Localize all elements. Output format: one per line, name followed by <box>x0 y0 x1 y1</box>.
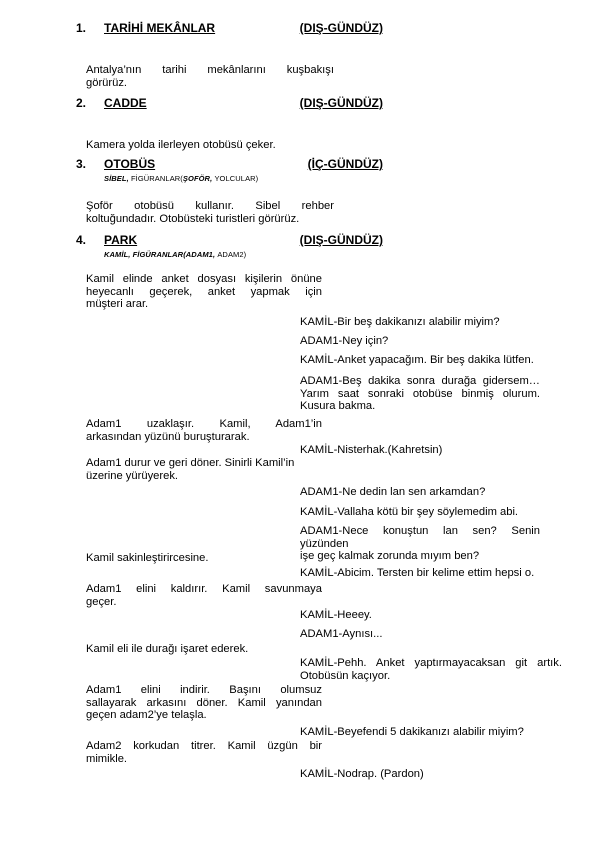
dialogue-line: KAMİL-Abicim. Tersten bir kelime ettim hepsi o. <box>300 567 535 579</box>
scene-1-title: TARİHİ MEKÂNLAR <box>104 21 216 35</box>
action-line: Kamil sakinleştirircesine. <box>86 552 209 564</box>
dialogue-line: KAMİL-Pehh. Anket yaptırmayacaksan git artık. Otobüsün kaçıyor. <box>300 657 562 682</box>
action-line: Adam1 elini indirir. Başını olumsuz sallayarak arkasını döner. Kamil yanından geçen adam2’ye telaşla. <box>86 684 322 722</box>
scene-2-setting: (DIŞ-GÜNDÜZ) <box>299 96 383 110</box>
scene-3-title: OTOBÜS <box>104 157 156 171</box>
scene-1-action: Antalya’nın tarihi mekânlarını kuşbakışı görürüz. <box>86 64 334 89</box>
action-line: Kamil eli ile durağı işaret ederek. <box>86 643 249 655</box>
dialogue-line: ADAM1-Nece konuştun lan sen? Senin yüzünden işe geç kalmak zorunda mıyım ben? <box>300 525 540 563</box>
scene-4-title: PARK <box>104 233 138 247</box>
dialogue-line: ADAM1-Aynısı... <box>300 628 383 640</box>
scene-1-number: 1. <box>76 21 87 35</box>
scene-2-title: CADDE <box>104 96 147 110</box>
dialogue-line: KAMİL-Vallaha kötü bir şey söylemedim abi. <box>300 506 519 518</box>
action-line: Adam2 korkudan titrer. Kamil üzgün bir mimikle. <box>86 740 322 765</box>
dialogue-line: ADAM1-Ney için? <box>300 335 389 347</box>
action-line: Adam1 uzaklaşır. Kamil, Adam1’in arkasından yüzünü buruşturarak. <box>86 418 322 443</box>
scene-2-action: Kamera yolda ilerleyen otobüsü çeker. <box>86 139 276 151</box>
dialogue-line: KAMİL-Heeey. <box>300 609 372 621</box>
scene-3-number: 3. <box>76 157 87 171</box>
scene-4-number: 4. <box>76 233 87 247</box>
scene-2-number: 2. <box>76 96 87 110</box>
dialogue-line: KAMİL-Beyefendi 5 dakikanızı alabilir miyim? <box>300 726 524 738</box>
dialogue-line: KAMİL-Nisterhak.(Kahretsin) <box>300 444 443 456</box>
scene-3-cast: SİBEL, FİGÜRANLAR(ŞOFÖR, YOLCULAR) <box>104 174 259 183</box>
dialogue-line: KAMİL-Bir beş dakikanızı alabilir miyim? <box>300 316 500 328</box>
scene-1-setting: (DIŞ-GÜNDÜZ) <box>299 21 383 35</box>
scene-4-cast: KAMİL, FİGÜRANLAR(ADAM1, ADAM2) <box>104 250 247 259</box>
scene-4-setting: (DIŞ-GÜNDÜZ) <box>299 233 383 247</box>
scene-3-action: Şoför otobüsü kullanır. Sibel rehber koltuğundadır. Otobüsteki turistleri görürüz. <box>86 200 334 225</box>
dialogue-line: KAMİL-Nodrap. (Pardon) <box>300 768 424 780</box>
scene-3-setting: (İÇ-GÜNDÜZ) <box>307 157 383 171</box>
dialogue-line: ADAM1-Ne dedin lan sen arkamdan? <box>300 486 486 498</box>
dialogue-line: ADAM1-Beş dakika sonra durağa gidersem… Yarım saat sonraki otobüse binmiş olurum. Kusura bakma. <box>300 375 540 413</box>
action-line: Adam1 elini kaldırır. Kamil savunmaya geçer. <box>86 583 322 608</box>
dialogue-line: KAMİL-Anket yapacağım. Bir beş dakika lütfen. <box>300 354 534 366</box>
action-line: Adam1 durur ve geri döner. Sinirli Kamil’in üzerine yürüyerek. <box>86 457 295 482</box>
scene-4-action: Kamil elinde anket dosyası kişilerin önüne heyecanlı geçerek, anket yapmak için müşteri arar. <box>86 273 322 311</box>
